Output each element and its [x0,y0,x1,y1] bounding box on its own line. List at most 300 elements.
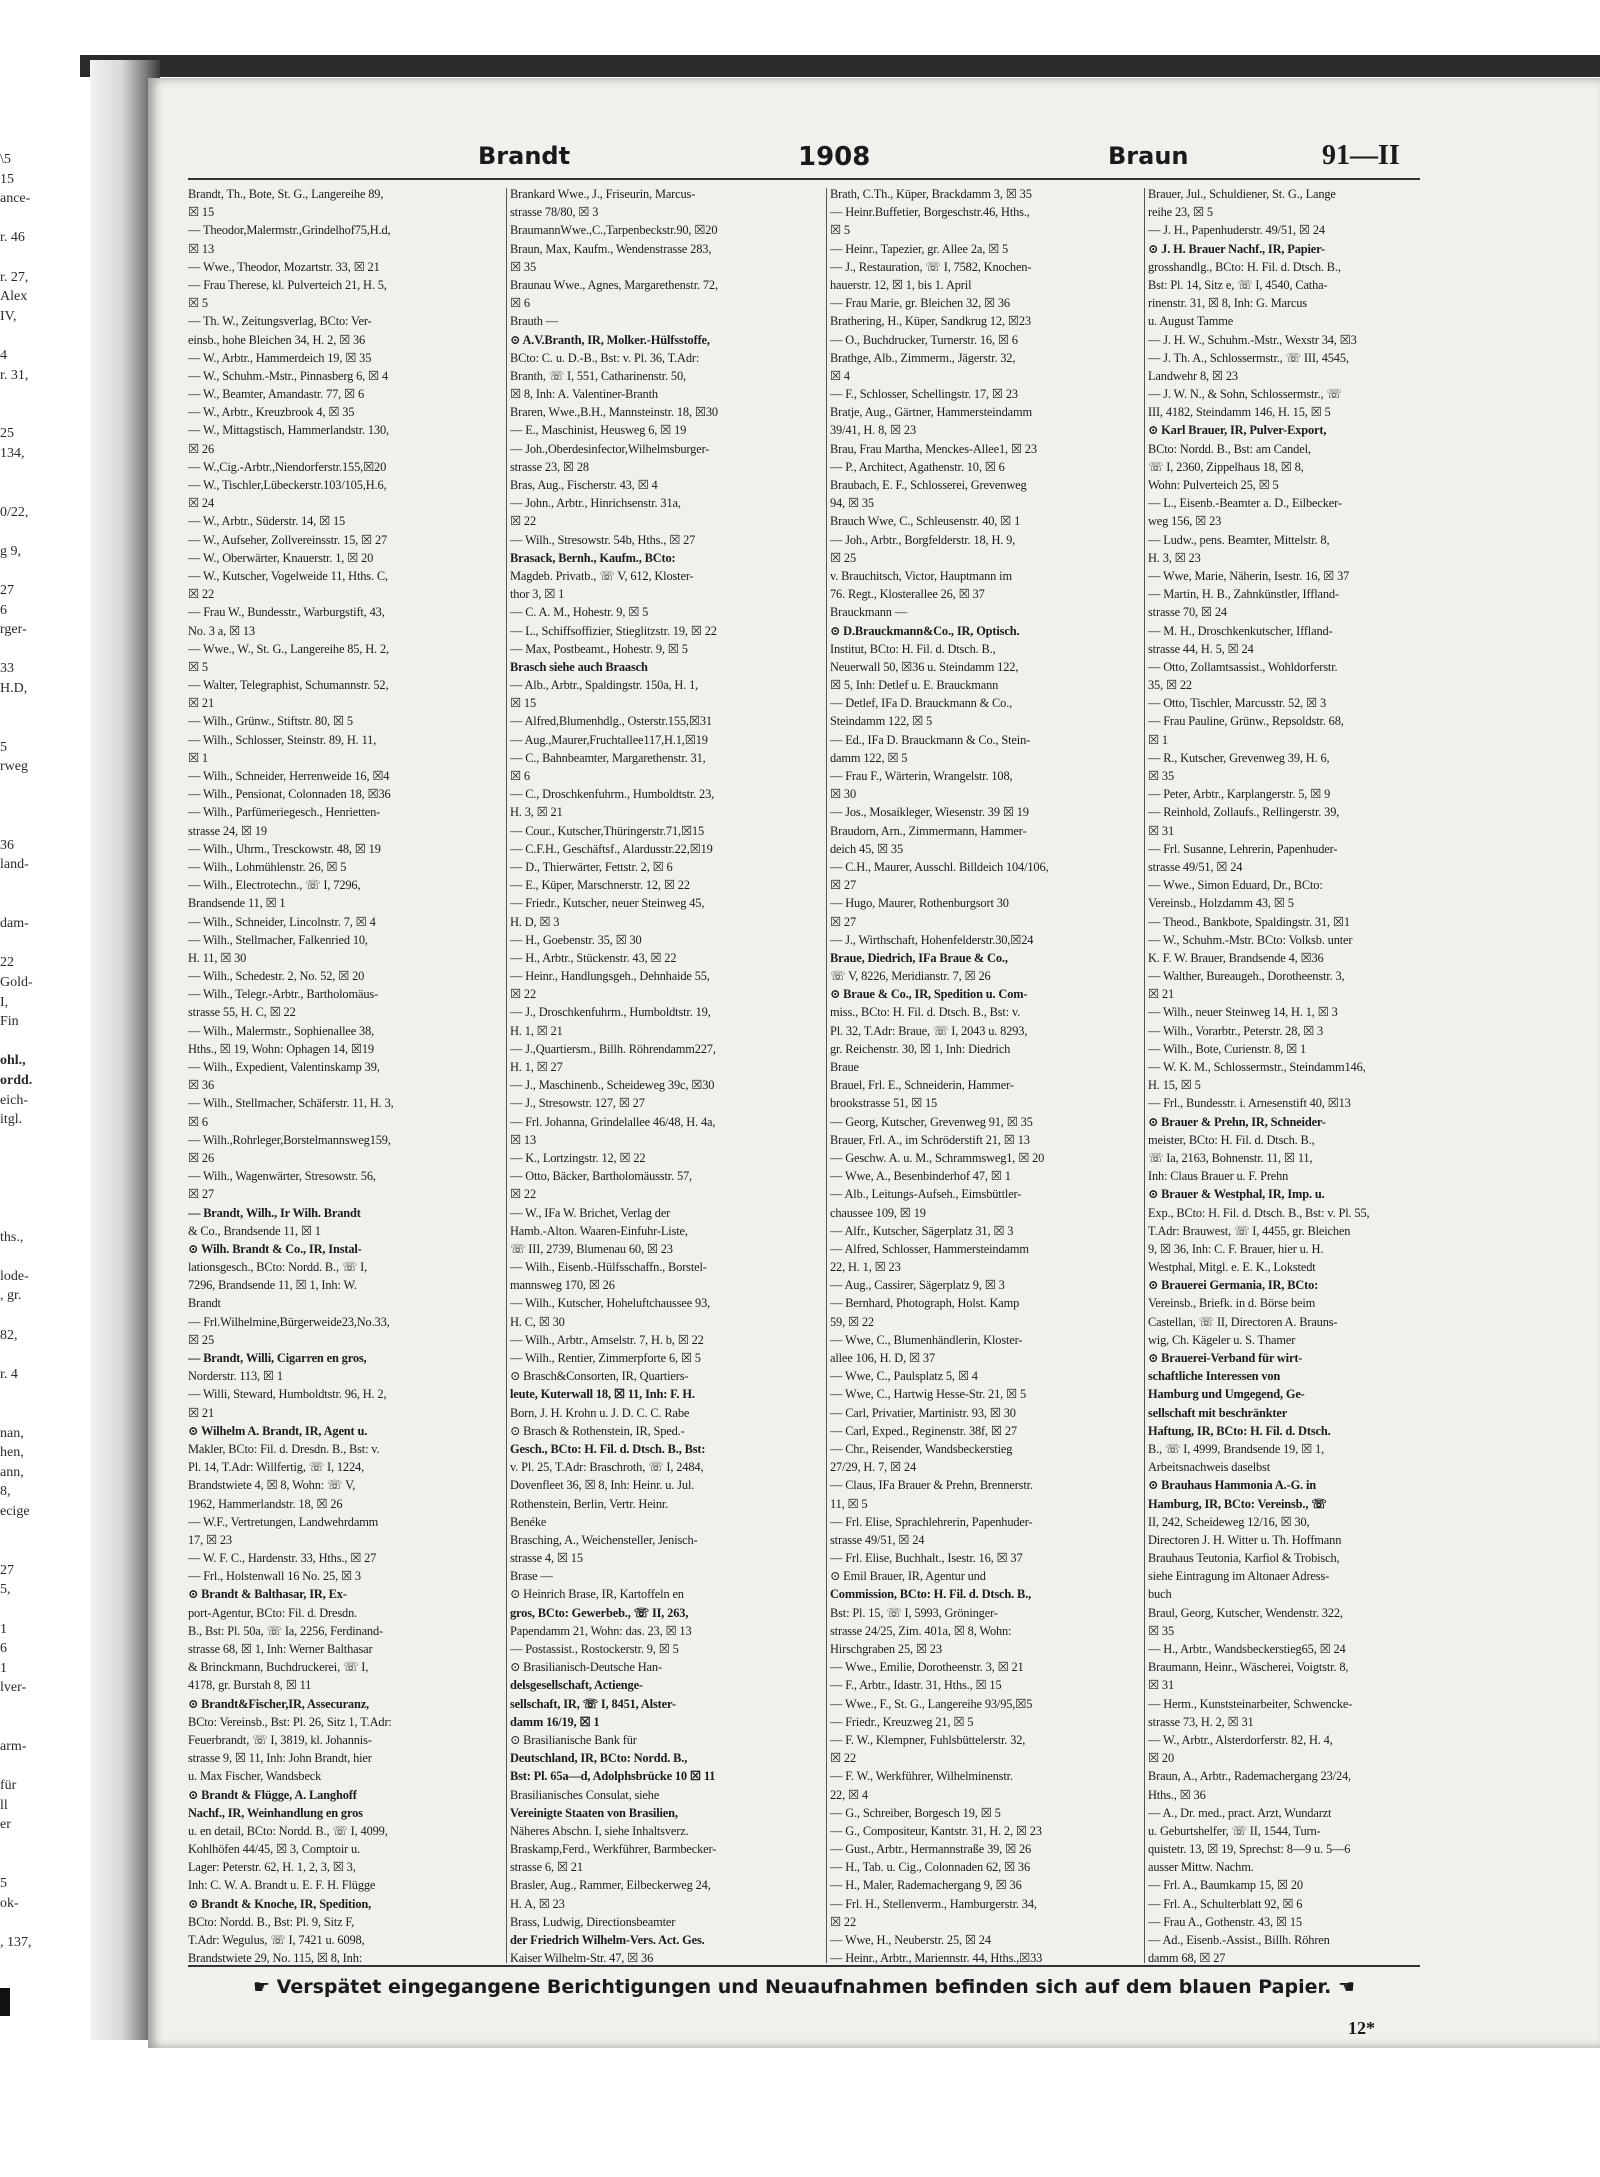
footer-note-text: Verspätet eingegangene Berichtigungen und Neuaufnahmen befinden sich auf dem blauen Papier. [276,1976,1332,1998]
directory-entry-line: — Wilh., Stellmacher, Schäferstr. 11, H. 3, [188,1096,394,1111]
directory-entry-line: port-Agentur, BCto: Fil. d. Dresdn. [188,1605,358,1620]
facing-page-text [0,934,60,954]
pointing-hand-right-icon: ☚ [1331,1976,1355,1998]
directory-entry-line: Benéke [510,1514,547,1529]
directory-entry-line: Brandt [188,1296,221,1311]
directory-entry-line: & Brinckmann, Buchdruckerei, ☏ I, [188,1660,369,1675]
directory-entry-line: — W., Beamter, Amandastr. 77, ☒ 6 [188,387,365,402]
directory-column-1 [188,185,507,1965]
facing-page-fragment [0,150,60,1950]
facing-page-text: r. 31, [0,367,29,383]
directory-entry-line: — F., Schlosser, Schellingstr. 17, ☒ 23 [830,387,1018,402]
directory-entry-line: Braun, A., Arbtr., Rademachergang 23/24, [1148,1769,1351,1784]
directory-entry-line: 94, ☒ 35 [830,496,874,511]
facing-page-text: ann, [0,1464,24,1480]
facing-page-text [0,1306,60,1326]
directory-entry-line: — Wwe., Simon Eduard, Dr., BCto: [1148,878,1323,893]
directory-entry-line: B., ☏ I, 4999, Brandsende 19, ☒ 1, [1148,1441,1325,1456]
directory-entry-line: strasse 24, ☒ 19 [188,823,267,838]
facing-page-text: ordd. [0,1072,33,1088]
directory-entry-line: ☒ 35 [1148,1623,1174,1638]
facing-page-text: 5 [0,739,7,755]
directory-entry-line: — Frl. A., Baumkamp 15, ☒ 20 [1148,1878,1303,1893]
facing-page-text [0,777,60,797]
directory-entry-line: — H., Arbtr., Stückenstr. 43, ☒ 22 [510,950,677,965]
directory-entry-line: — Postassist., Rostockerstr. 9, ☒ 5 [510,1642,679,1656]
directory-entry-line: — Martin, H. B., Zahnkünstler, Iffland- [1148,587,1339,602]
directory-entry-line: Brandsende 11, ☒ 1 [188,896,286,911]
directory-entry-line: Deutschland, IR, BCto: Nordd. B., [510,1751,688,1766]
facing-page-text [0,640,60,660]
directory-entry-line: — Georg, Kutscher, Grevenweg 91, ☒ 35 [830,1114,1033,1129]
facing-page-text: 33 [0,661,14,677]
directory-entry-line: — G., Schreiber, Borgesch 19, ☒ 5 [830,1805,1001,1820]
directory-entry-line: ☏ I, 2360, Zippelhaus 18, ☒ 8, [1148,459,1304,474]
directory-entry-line: quistetr. 13, ☒ 19, Sprechst: 8—9 u. 5—6 [1148,1842,1351,1857]
directory-entry-line: ☒ 15 [510,696,536,711]
directory-entry-line: — Wilh., Kutscher, Hoheluftchaussee 93, [510,1296,711,1311]
directory-entry-line: Pl. 32, T.Adr: Braue, ☏ I, 2043 u. 8293, [830,1023,1028,1038]
directory-entry-line: ☒ 5, Inh: Detlef u. E. Brauckmann [830,678,999,693]
signature-mark: 12* [1348,2018,1375,2038]
facing-page-text [0,209,60,229]
directory-entry-line: Braumann, Heinr., Wäscherei, Voigtstr. 8, [1148,1660,1349,1675]
directory-entry-line: Arbeitsnachweis daselbst [1148,1460,1270,1475]
directory-entry-line: Brathering, H., Küper, Sandkrug 12, ☒23 [830,314,1031,329]
directory-entry-line: Bras, Aug., Fischerstr. 43, ☒ 4 [510,478,658,492]
directory-entry-line: strasse 23, ☒ 28 [510,459,589,474]
column-divider [1144,188,1145,1963]
directory-entry-line: Bst: Pl. 15, ☏ I, 5993, Gröninger- [830,1605,998,1620]
directory-entry-line: — Wilh., Vorarbtr., Peterstr. 28, ☒ 3 [1148,1023,1324,1038]
directory-entry-line: — M. H., Droschkenkutscher, Iffland- [1148,623,1333,638]
facing-page-text [0,875,60,895]
directory-entry-line: strasse 78/80, ☒ 3 [510,205,599,220]
directory-entry-line: schaftliche Interessen von [1148,1369,1281,1384]
directory-entry-line: — Wilh., Uhrm., Tresckowstr. 48, ☒ 19 [188,841,381,856]
directory-entry-line: Braul, Georg, Kutscher, Wendenstr. 322, [1148,1605,1343,1620]
directory-entry-line: Vereinsb., Briefk. in d. Börse beim [1148,1296,1316,1311]
facing-page-text: r. 27, [0,269,29,285]
directory-entry-line: — W. F. C., Hardenstr. 33, Hths., ☒ 27 [188,1551,377,1566]
directory-entry-line: — G., Compositeur, Kantstr. 31, H. 2, ☒ 23 [830,1823,1042,1838]
directory-entry-line: No. 3 a, ☒ 13 [188,623,255,638]
directory-entry-line: — Jos., Mosaikleger, Wiesenstr. 39 ☒ 19 [830,805,1029,820]
directory-entry-line: ⊙ Karl Brauer, IR, Pulver-Export, [1148,423,1327,438]
directory-entry-line: Brandstwiete 29, No. 115, ☒ 8, Inh: [188,1951,363,1965]
directory-entry-line: Hamburg, IR, BCto: Vereinsb., ☏ [1148,1496,1327,1511]
facing-page-text [0,1208,60,1228]
directory-entry-line: meister, BCto: H. Fil. d. Dtsch. B., [1148,1132,1315,1147]
directory-entry-line: Brauer, Jul., Schuldiener, St. G., Lange [1148,187,1336,201]
directory-entry-line: — W., Schuhm.-Mstr., Pinnasberg 6, ☒ 4 [188,368,388,383]
directory-entry-line: — Ed., IFa D. Brauckmann & Co., Stein- [830,732,1031,747]
facing-page-text [0,1913,60,1933]
facing-page-text: \5 [0,152,11,167]
directory-entry-line: Brass, Ludwig, Directionsbeamter [510,1914,676,1929]
directory-entry-line: ☒ 35 [510,259,536,274]
directory-entry-line: — Otto, Bäcker, Bartholomäusstr. 57, [510,1169,693,1184]
directory-entry-line: Pl. 14, T.Adr: Willfertig, ☏ I, 1224, [188,1460,365,1475]
facing-page-text [0,1718,60,1738]
directory-entry-line: — Chr., Reisender, Wandsbeckerstieg [830,1441,1013,1456]
directory-entry-line: Näheres Abschn. I, siehe Inhaltsverz. [510,1823,689,1838]
directory-entry-line: — Frl. Susanne, Lehrerin, Papenhuder- [1148,841,1338,856]
directory-entry-line: ☒ 5 [188,296,208,311]
directory-entry-line: — W.F., Vertretungen, Landwehrdamm [188,1514,379,1529]
directory-entry-line: Brath, C.Th., Küper, Brackdamm 3, ☒ 35 [830,187,1032,201]
facing-page-text: itgl. [0,1112,23,1128]
directory-entry-line: ☒ 26 [188,441,214,456]
directory-entry-line: — Bernhard, Photograph, Holst. Kamp [830,1296,1020,1311]
directory-entry-line: strasse 44, H. 5, ☒ 24 [1148,641,1254,656]
header-right-catchword: Braun [1108,142,1189,170]
facing-page-text: r. 46 [0,230,25,246]
directory-entry-line: buch [1148,1587,1172,1602]
directory-entry-line: — H., Arbtr., Wandsbeckerstieg65, ☒ 24 [1148,1642,1346,1656]
facing-page-text: ths., [0,1229,24,1245]
directory-entry-line: Exp., BCto: H. Fil. d. Dtsch. B., Bst: v. Pl. 55, [1148,1205,1370,1220]
directory-entry-line: H. 3, ☒ 21 [510,805,563,820]
directory-entry-line: 22, H. 1, ☒ 23 [830,1260,901,1275]
directory-entry-line: Bst: Pl. 65a—d, Adolphsbrücke 10 ☒ 11 [510,1769,716,1784]
directory-entry-line: ⊙ Brauerei-Verband für wirt- [1148,1351,1303,1365]
directory-entry-line: 59, ☒ 22 [830,1314,874,1329]
facing-page-text: 36 [0,837,14,853]
directory-entry-line: — Wilh., Bote, Curienstr. 8, ☒ 1 [1148,1041,1307,1056]
directory-entry-line: ⊙ J. H. Brauer Nachf., IR, Papier- [1148,241,1326,256]
directory-entry-line: — Alfred,Blumenhdlg., Osterstr.155,☒31 [510,714,712,729]
directory-entry-line: — P., Architect, Agathenstr. 10, ☒ 6 [830,459,1005,474]
directory-entry-line: — Wilh., Electrotechn., ☏ I, 7296, [188,878,361,893]
directory-entry-line: Bratje, Aug., Gärtner, Hammersteindamm [830,405,1032,420]
directory-entry-line: — Alb., Arbtr., Spaldingstr. 150a, H. 1, [510,678,699,693]
facing-page-text: 1 [0,1621,7,1637]
facing-page-text [0,561,60,581]
facing-page-text [0,1522,60,1542]
directory-entry-line: II, 242, Scheideweg 12/16, ☒ 30, [1148,1514,1310,1529]
directory-entry-line: ⊙ Brandt & Flügge, A. Langhoff [188,1787,357,1802]
directory-entry-line: ⊙ Emil Brauer, IR, Agentur und [830,1569,986,1584]
facing-page-text: ohl., [0,1053,26,1069]
directory-entry-line: — C.H., Maurer, Ausschl. Billdeich 104/106, [830,859,1049,874]
facing-page-text: ance- [0,191,31,207]
facing-page-text: 4 [0,347,7,363]
directory-entry-line: Bst: Pl. 14, Sitz e, ☏ I, 4540, Catha- [1148,277,1328,292]
directory-entry-line: Brauhaus Teutonia, Karfiol & Trobisch, [1148,1551,1340,1566]
facing-page-text: rweg [0,759,28,775]
directory-entry-line: — F. W., Klempner, Fuhlsbüttelerstr. 32, [830,1732,1026,1747]
directory-entry-line: — C., Droschkenfuhrm., Humboldtstr. 23, [510,787,715,802]
directory-entry-line: delsgesellschaft, Actienge- [510,1678,643,1693]
directory-entry-line: — Walter, Telegraphist, Schumannstr. 52, [188,678,389,693]
directory-entry-line: — Wilh., Schneider, Lincolnstr. 7, ☒ 4 [188,914,376,929]
directory-entry-line: ☒ 31 [1148,1678,1174,1693]
directory-entry-line: strasse 24/25, Zim. 401a, ☒ 8, Wohn: [830,1623,1012,1638]
directory-entry-line: strasse 68, ☒ 1, Inh: Werner Balthasar [188,1642,373,1656]
facing-page-text: 0/22, [0,504,29,520]
directory-entry-line: Norderstr. 113, ☒ 1 [188,1369,283,1384]
directory-entry-line: — L., Schiffsoffizier, Stieglitzstr. 19, ☒ 22 [510,623,717,638]
directory-entry-line: T.Adr: Brauwest, ☏ I, 4455, gr. Bleichen [1148,1223,1351,1238]
facing-page-text: I, [0,994,9,1010]
directory-entry-line: Hths., ☒ 19, Wohn: Ophagen 14, ☒19 [188,1041,374,1056]
directory-entry-line: ausser Mittw. Nachm. [1148,1860,1254,1875]
directory-entry-line: — Wwe, Marie, Näherin, Isestr. 16, ☒ 37 [1148,568,1350,583]
directory-entry-line: ⊙ Brauer & Westphal, IR, Imp. u. [1148,1187,1325,1202]
directory-entry-line: — K., Lortzingstr. 12, ☒ 22 [510,1150,646,1165]
directory-entry-line: — Wilh., Schneider, Herrenweide 16, ☒4 [188,769,390,783]
directory-entry-line: v. Brauchitsch, Victor, Hauptmann im [830,568,1012,583]
facing-page-text: Fin [0,1014,19,1030]
facing-page-text [0,1149,60,1169]
directory-entry-line: H. A, ☒ 23 [510,1896,565,1911]
directory-entry-line: Kaiser Wilhelm-Str. 47, ☒ 36 [510,1951,654,1965]
directory-entry-line: Brasler, Aug., Rammer, Eilbeckerweg 24, [510,1878,711,1893]
facing-page-text: lver- [0,1680,27,1696]
directory-entry-line: — Theodor,Malermstr.,Grindelhof75,H.d, [188,223,391,238]
directory-entry-line: — Heinr., Tapezier, gr. Allee 2a, ☒ 5 [830,241,1009,256]
facing-page-text: 6 [0,602,7,618]
directory-entry-line: — J., Wirthschaft, Hohenfelderstr.30,☒24 [830,932,1034,947]
facing-page-text: H.D, [0,681,28,697]
directory-entry-line: ☒ 1 [188,750,208,765]
directory-entry-line: — W., Aufseher, Zollvereinsstr. 15, ☒ 27 [188,532,388,547]
directory-entry-line: ☒ 6 [510,296,530,311]
directory-entry-line: brookstrasse 51, ☒ 15 [830,1096,938,1111]
directory-entry-line: — Friedr., Kutscher, neuer Steinweg 45, [510,896,705,911]
directory-entry-line: ☒ 22 [510,1187,536,1202]
directory-entry-line: — J. H., Papenhuderstr. 49/51, ☒ 24 [1148,223,1325,238]
directory-entry-line: — Ludw., pens. Beamter, Mittelstr. 8, [1148,532,1330,547]
directory-entry-line: — Alfred, Schlosser, Hammersteindamm [830,1241,1029,1256]
directory-entry-line: 22, ☒ 4 [830,1787,868,1802]
directory-entry-line: — Wwe, C., Hartwig Hesse-Str. 21, ☒ 5 [830,1387,1026,1402]
facing-page-text: ok- [0,1895,19,1911]
directory-entry-line: — Frl.Wilhelmine,Bürgerweide23,No.33, [188,1314,390,1329]
directory-entry-line: — Wwe., Emilie, Dorotheenstr. 3, ☒ 21 [830,1660,1024,1675]
directory-entry-line: ☒ 27 [830,914,856,929]
directory-entry-line: ☒ 21 [188,1405,214,1420]
directory-entry-line: 76. Regt., Klosterallee 26, ☒ 37 [830,587,985,602]
directory-entry-line: strasse 49/51, ☒ 24 [830,1532,925,1547]
column-divider [826,188,827,1963]
facing-page-text: 134, [0,445,25,461]
directory-entry-line: strasse 73, H. 2, ☒ 31 [1148,1714,1254,1729]
directory-entry-line: BraumannWwe.,C.,Tarpenbeckstr.90, ☒20 [510,223,718,238]
directory-entry-line: H. 3, ☒ 23 [1148,550,1201,565]
directory-entry-line: — J.,Quartiersm., Billh. Röhrendamm227, [510,1041,716,1056]
header-rule [188,178,1420,180]
directory-entry-line: leute, Kuterwall 18, ☒ 11, Inh: F. H. [510,1387,695,1402]
directory-entry-line: Castellan, ☏ II, Directoren A. Brauns- [1148,1314,1338,1329]
directory-entry-line: Braue, Diedrich, IFa Braue & Co., [830,950,1008,965]
directory-entry-line: ☏ Ia, 2163, Bohnenstr. 11, ☒ 11, [1148,1150,1313,1165]
directory-entry-line: ☒ 22 [510,514,536,529]
directory-entry-line: ☒ 35 [1148,769,1174,783]
facing-page-text [0,1757,60,1777]
directory-entry-line: Brasching, A., Weichensteller, Jenisch- [510,1532,698,1547]
directory-entry-line: ⊙ A.V.Branth, IR, Molker.-Hülfsstoffe, [510,332,710,347]
directory-entry-line: ⊙ Brasilianische Bank für [510,1732,637,1747]
directory-entry-line: — Wilh., Wagenwärter, Stresowstr. 56, [188,1169,376,1184]
directory-column-4 [1148,185,1444,1965]
directory-entry-line: Commission, BCto: H. Fil. d. Dtsch. B., [830,1587,1032,1602]
directory-entry-line: damm 16/19, ☒ 1 [510,1714,600,1729]
directory-entry-line: — J., Droschkenfuhrm., Humboldtstr. 19, [510,1005,711,1020]
footer-rule [188,1965,1420,1967]
directory-entry-line: — Wilh., Arbtr., Amselstr. 7, H. b, ☒ 22 [510,1332,704,1347]
directory-entry-line: — Wwe, H., Neuberstr. 25, ☒ 24 [830,1933,991,1947]
directory-entry-line: — Reinhold, Zollaufs., Rellingerstr. 39, [1148,805,1340,820]
directory-entry-line: — Wilh., Stresowstr. 54b, Hths., ☒ 27 [510,532,696,547]
directory-entry-line: H. D, ☒ 3 [510,914,560,929]
directory-entry-line: Hamb.-Alton. Waaren-Einfuhr-Liste, [510,1223,688,1238]
directory-entry-line: Brauer, Frl. A., im Schröderstift 21, ☒ 13 [830,1132,1030,1147]
directory-entry-line: u. Geburtshelfer, ☏ II, 1544, Turn- [1148,1823,1321,1838]
facing-page-text: ecige [0,1503,30,1519]
directory-entry-line: — Geschw. A. u. M., Schrammsweg1, ☒ 20 [830,1150,1045,1165]
directory-entry-line: — Frl. Elise, Sprachlehrerin, Papenhuder- [830,1514,1033,1529]
directory-entry-line: ⊙ Brandt & Knoche, IR, Spedition, [188,1896,372,1911]
directory-entry-line: Makler, BCto: Fil. d. Dresdn. B., Bst: v. [188,1441,380,1456]
directory-entry-line: 7296, Brandsende 11, ☒ 1, Inh: W. [188,1278,357,1293]
directory-entry-line: — Detlef, IFa D. Brauckmann & Co., [830,696,1013,711]
directory-entry-line: Brandt, Th., Bote, St. G., Langereihe 89, [188,187,384,201]
directory-entry-line: — Joh., Arbtr., Borgfelderstr. 18, H. 9, [830,532,1016,547]
directory-entry-line: chaussee 109, ☒ 19 [830,1205,926,1220]
directory-entry-line: lationsgesch., BCto: Nordd. B., ☏ I, [188,1260,368,1275]
facing-page-text: rger- [0,622,27,638]
directory-entry-line: Brase — [510,1569,553,1584]
directory-entry-line: Magdeb. Privatb., ☏ V, 612, Kloster- [510,568,694,583]
directory-entry-line: Rothenstein, Berlin, Vertr. Heinr. [510,1496,669,1511]
directory-entry-line: B., Bst: Pl. 50a, ☏ Ia, 2256, Ferdinand- [188,1623,383,1638]
directory-column-2 [510,185,829,1965]
directory-entry-line: Braskamp,Ferd., Werkführer, Barmbecker- [510,1842,717,1857]
directory-entry-line: — Gust., Arbtr., Hermannstraße 39, ☒ 26 [830,1842,1032,1857]
directory-entry-line: ⊙ Brandt&Fischer,IR, Assecuranz, [188,1696,369,1711]
directory-entry-line: — C., Bahnbeamter, Margarethenstr. 31, [510,750,706,765]
directory-entry-line: — W., Tischler,Lübeckerstr.103/105,H.6, [188,478,387,492]
directory-entry-line: — Wilh., neuer Steinweg 14, H. 1, ☒ 3 [1148,1005,1338,1020]
directory-entry-line: — Cour., Kutscher,Thüringerstr.71,☒15 [510,823,704,838]
facing-page-text: hen, [0,1445,24,1461]
directory-entry-line: — Frl., Holstenwall 16 No. 25, ☒ 3 [188,1569,361,1584]
header-year: 1908 [798,142,871,172]
facing-page-text [0,483,60,503]
directory-entry-line: — Otto, Tischler, Marcusstr. 52, ☒ 3 [1148,696,1326,711]
directory-entry-line: Westphal, Mitgl. e. E. K., Lokstedt [1148,1260,1316,1275]
pointing-hand-left-icon: ☛ [253,1976,277,1998]
directory-entry-line: — Wwe, A., Besenbinderhof 47, ☒ 1 [830,1169,1011,1184]
directory-entry-line: — Carl, Privatier, Martinistr. 93, ☒ 30 [830,1405,1016,1420]
facing-page-text [0,1404,60,1424]
directory-entry-line: ⊙ D.Brauckmann&Co., IR, Optisch. [830,623,1020,638]
directory-entry-line: Brauth — [510,314,559,329]
facing-page-text: Alex [0,289,28,305]
directory-entry-line: — J., Restauration, ☏ I, 7582, Knochen- [830,259,1032,274]
directory-entry-line: — Frau Pauline, Grünw., Repsoldstr. 68, [1148,714,1344,729]
directory-entry-line: — W., Arbtr., Alsterdorferstr. 82, H. 4, [1148,1732,1333,1747]
facing-page-text: lode- [0,1268,29,1284]
directory-entry-line: ☒ 36 [188,1078,214,1093]
directory-entry-line: — O., Buchdrucker, Turnerstr. 16, ☒ 6 [830,332,1018,347]
directory-entry-line: Braunau Wwe., Agnes, Margarethenstr. 72, [510,277,718,292]
directory-entry-line: — Wilh.,Rohrleger,Borstelmannsweg159, [188,1132,391,1147]
directory-entry-line: — Carl, Exped., Reginenstr. 38f, ☒ 27 [830,1423,1017,1438]
directory-entry-line: Steindamm 122, ☒ 5 [830,714,933,729]
directory-entry-line: Papendamm 21, Wohn: das. 23, ☒ 13 [510,1623,692,1638]
directory-entry-line: H. 1, ☒ 21 [510,1023,563,1038]
directory-entry-line: — Frau Therese, kl. Pulverteich 21, H. 5, [188,277,387,292]
directory-entry-line: — W., Kutscher, Vogelweide 11, Hths. C, [188,568,388,583]
directory-entry-line: H. 11, ☒ 30 [188,950,247,965]
scan-top-border [80,55,1600,77]
facing-page-text: IV, [0,308,17,324]
directory-entry-line: sellschaft, IR, ☏ I, 8451, Alster- [510,1696,676,1711]
directory-entry-line: ⊙ Wilhelm A. Brandt, IR, Agent u. [188,1423,368,1438]
directory-entry-line: strasse 6, ☒ 21 [510,1860,583,1875]
facing-page-text [0,405,60,425]
directory-entry-line: ☒ 1 [1148,732,1168,747]
directory-entry-line: Brasilianisches Consulat, siehe [510,1787,660,1802]
directory-entry-line: allee 106, H. D, ☒ 37 [830,1351,935,1365]
facing-page-text [0,699,60,719]
facing-page-text [0,1698,60,1718]
facing-page-text: land- [0,857,29,873]
directory-entry-line: Vereinsb., Holzdamm 43, ☒ 5 [1148,896,1294,911]
directory-entry-line: — E., Maschinist, Heusweg 6, ☒ 19 [510,423,687,438]
directory-entry-line: Neuerwall 50, ☒36 u. Steindamm 122, [830,659,1019,674]
directory-entry-line: Braudorn, Arn., Zimmermann, Hammer- [830,823,1027,838]
directory-entry-line: Brandstwiete 4, ☒ 8, Wohn: ☏ V, [188,1478,356,1493]
directory-entry-line: — Frl. H., Stellenverm., Hamburgerstr. 34, [830,1896,1037,1911]
directory-entry-line: siehe Eintragung im Altonaer Adress- [1148,1569,1330,1584]
directory-entry-line: — A., Dr. med., pract. Arzt, Wundarzt [1148,1805,1332,1820]
directory-entry-line: — Frau Marie, gr. Bleichen 32, ☒ 36 [830,296,1010,311]
directory-entry-line: 39/41, H. 8, ☒ 23 [830,423,916,438]
directory-entry-line: — L., Eisenb.-Beamter a. D., Eilbecker- [1148,496,1342,511]
directory-entry-line: — Wilh., Parfümeriegesch., Henrietten- [188,805,381,820]
facing-page-text [0,385,60,405]
directory-entry-line: BCto: Nordd. B., Bst: am Candel, [1148,441,1311,456]
directory-entry-line: ☒ 6 [510,769,530,783]
directory-entry-line: — Wilh., Pensionat, Colonnaden 18, ☒36 [188,787,391,802]
directory-entry-line: — J. Th. A., Schlossermstr., ☏ III, 4545, [1148,350,1349,365]
header-left-catchword: Brandt [478,142,571,170]
directory-entry-line: — W., IFa W. Brichet, Verlag der [510,1205,671,1220]
page-number: 91—II [1322,140,1400,171]
directory-entry-line: — J. W. N., & Sohn, Schlossermstr., ☏ [1148,387,1342,402]
directory-entry-line: — W., Schuhm.-Mstr. BCto: Volksb. unter [1148,932,1353,947]
facing-page-text [0,816,60,836]
directory-entry-line: — Heinr.Buffetier, Borgeschstr.46, Hths., [830,205,1030,220]
directory-entry-line: — J., Maschinenb., Scheideweg 39c, ☒30 [510,1078,715,1093]
directory-entry-line: — Theod., Bankbote, Spaldingstr. 31, ☒1 [1148,914,1350,929]
directory-entry-line: u. August Tamme [1148,314,1234,329]
directory-entry-line: — Wilh., Lohmühlenstr. 26, ☒ 5 [188,859,347,874]
directory-entry-line: — Aug.,Maurer,Fruchtallee117,H.1,☒19 [510,732,708,747]
facing-page-text: er [0,1817,11,1833]
directory-entry-line: — Frl. A., Schulterblatt 92, ☒ 6 [1148,1896,1303,1911]
facing-page-text [0,1600,60,1620]
directory-entry-line: Braun, Max, Kaufm., Wendenstrasse 283, [510,241,712,256]
directory-entry-line: 17, ☒ 23 [188,1532,232,1547]
facing-page-text: 5, [0,1582,11,1598]
facing-page-text [0,1188,60,1208]
directory-entry-line: ⊙ Brandt & Balthasar, IR, Ex- [188,1587,347,1602]
